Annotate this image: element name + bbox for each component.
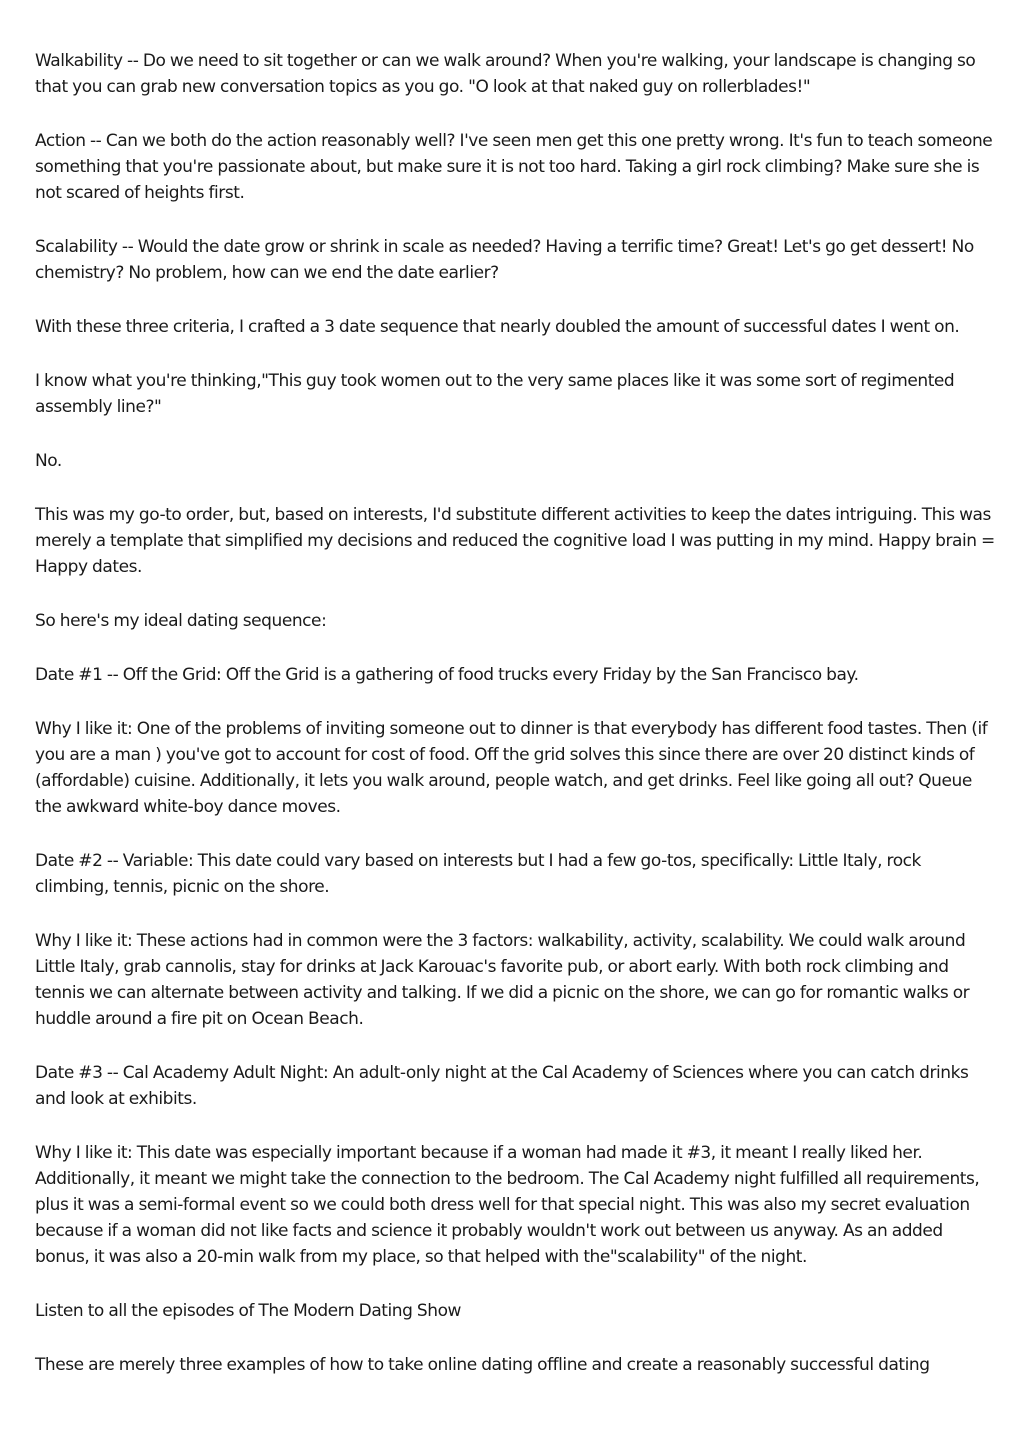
paragraph-thinking: I know what you're thinking,"This guy took women out to the very same places like it was some sort of regimented assembly line?" [35, 371, 955, 417]
paragraph-go-to-order: This was my go-to order, but, based on interests, I'd substitute different activities to keep the dates intriguing. This was merely a template that simplified my decisions and reduced the cognitive load I was putting in my mind. Happy brain = Happy dates. [35, 505, 995, 577]
paragraph-date-3: Date #3 -- Cal Academy Adult Night: An adult-only night at the Cal Academy of Sciences where you can catch drinks and look at exhibits. [35, 1063, 969, 1109]
paragraph-date-1-why: Why I like it: One of the problems of inviting someone out to dinner is that everybody has different food tastes. Then (if you are a man ) you've got to account for cost of food. Off the grid solves this since there are over 20 distinct kinds of (affordable) cuisine. Additionally, it lets you walk around, people watch, and get drinks. Feel like going all out? Queue the awkward white-boy dance moves. [35, 719, 988, 817]
paragraph-date-3-why: Why I like it: This date was especially important because if a woman had made it #3, it meant I really liked her. Additionally, it meant we might take the connection to the bedroom. The Cal Academy night fulfilled all requirements, plus it was a semi-formal event so we could both dress well for that special night. This was also my secret evaluation because if a woman did not like facts and science it probably wouldn't work out between us anyway. As an added bonus, it was also a 20-min walk from my place, so that helped with the"scalability" of the night. [35, 1143, 980, 1267]
paragraph-date-2-why: Why I like it: These actions had in common were the 3 factors: walkability, activity, scalability. We could walk around Little Italy, grab cannolis, stay for drinks at Jack Karouac's favorite pub, or abort early. With both rock climbing and tennis we can alternate between activity and talking. If we did a picnic on the shore, we can go for romantic walks or huddle around a fire pit on Ocean Beach. [35, 931, 970, 1029]
paragraph-date-1: Date #1 -- Off the Grid: Off the Grid is a gathering of food trucks every Friday by the San Francisco bay. [35, 665, 859, 685]
paragraph-date-2: Date #2 -- Variable: This date could vary based on interests but I had a few go-tos, specifically: Little Italy, rock climbing, tennis, picnic on the shore. [35, 851, 921, 897]
paragraph-walkability: Walkability -- Do we need to sit together or can we walk around? When you're walking, your landscape is changing so that you can grab new conversation topics as you go. "O look at that naked guy on rollerblades!" [35, 51, 976, 97]
paragraph-no: No. [35, 451, 62, 471]
paragraph-examples: These are merely three examples of how to take online dating offline and create a reasonably successful dating [35, 1355, 930, 1375]
document-body [35, 48, 997, 1378]
paragraph-action: Action -- Can we both do the action reasonably well? I've seen men get this one pretty wrong. It's fun to teach someone something that you're passionate about, but make sure it is not too hard. Taking a girl rock climbing? Make sure she is not scared of heights first. [35, 131, 993, 203]
paragraph-listen-episodes: Listen to all the episodes of The Modern Dating Show [35, 1301, 461, 1321]
paragraph-scalability: Scalability -- Would the date grow or shrink in scale as needed? Having a terrific time? Great! Let's go get dessert! No chemistry? No problem, how can we end the date earlier? [35, 237, 974, 283]
paragraph-ideal-sequence: So here's my ideal dating sequence: [35, 611, 327, 631]
paragraph-criteria: With these three criteria, I crafted a 3 date sequence that nearly doubled the amount of successful dates I went on. [35, 317, 960, 337]
